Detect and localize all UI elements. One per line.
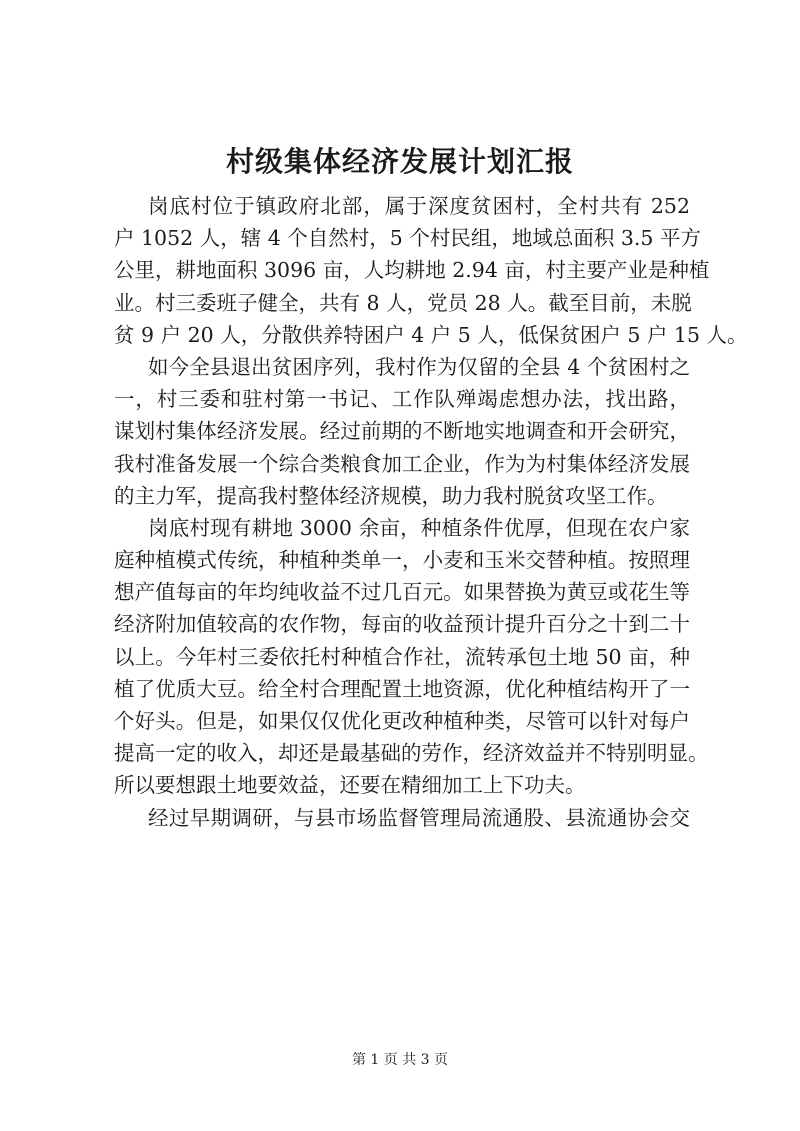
text-line: 如今全县退出贫困序列，我村作为仅留的全县 4 个贫困村之 [148,354,690,379]
text-line: 谋划村集体经济发展。经过前期的不断地实地调查和开会研究， [114,419,690,444]
text-line: 以上。今年村三委依托村种植合作社，流转承包土地 50 亩，种 [114,644,690,669]
page-number: 第 1 页 共 3 页 [351,1052,449,1068]
text-line: 经济附加值较高的农作物，每亩的收益预计提升百分之十到二十 [114,612,690,637]
paragraph [114,190,748,351]
document-body [114,190,748,834]
text-line: 想产值每亩的年均纯收益不过几百元。如果替换为黄豆或花生等 [114,580,690,605]
text-line: 的主力军，提高我村整体经济规模，助力我村脱贫攻坚工作。 [114,483,668,508]
text-line: 户 1052 人，辖 4 个自然村，5 个村民组，地域总面积 3.5 平方 [114,226,701,251]
text-line: 一，村三委和驻村第一书记、工作队殚竭虑想办法，找出路， [114,387,690,412]
text-line: 庭种植模式传统，种植种类单一，小麦和玉米交替种植。按照理 [114,548,690,573]
text-line: 个好头。但是，如果仅仅优化更改种植种类，尽管可以针对每户 [114,709,690,733]
text-line: 经过早期调研，与县市场监督管理局流通股、县流通协会交 [148,805,690,830]
text-line: 所以要想跟土地要效益，还要在精细加工上下功夫。 [114,773,586,798]
text-line: 提高一定的收入，却还是最基础的劳作，经济效益并不特别明显。 [114,741,709,766]
text-line: 公里，耕地面积 3096 亩，人均耕地 2.94 亩，村主要产业是种植 [114,258,710,283]
text-line: 岗底村位于镇政府北部，属于深度贫困村，全村共有 252 [148,194,690,218]
text-line: 植了优质大豆。给全村合理配置土地资源，优化种植结构开了一 [114,676,690,701]
paragraph [114,351,690,512]
document-title: 村级集体经济发展计划汇报 [225,145,574,178]
paragraph [114,512,709,802]
paragraph [114,802,690,834]
text-line: 我村准备发展一个综合类粮食加工企业，作为为村集体经济发展 [114,451,690,476]
text-line: 业。村三委班子健全，共有 8 人，党员 28 人。截至目前，未脱 [114,290,692,315]
text-line: 贫 9 户 20 人，分散供养特困户 4 户 5 人，低保贫困户 5 户 15 人。 [114,322,748,347]
text-line: 岗底村现有耕地 3000 余亩，种植条件优厚，但现在农户家 [148,515,690,540]
